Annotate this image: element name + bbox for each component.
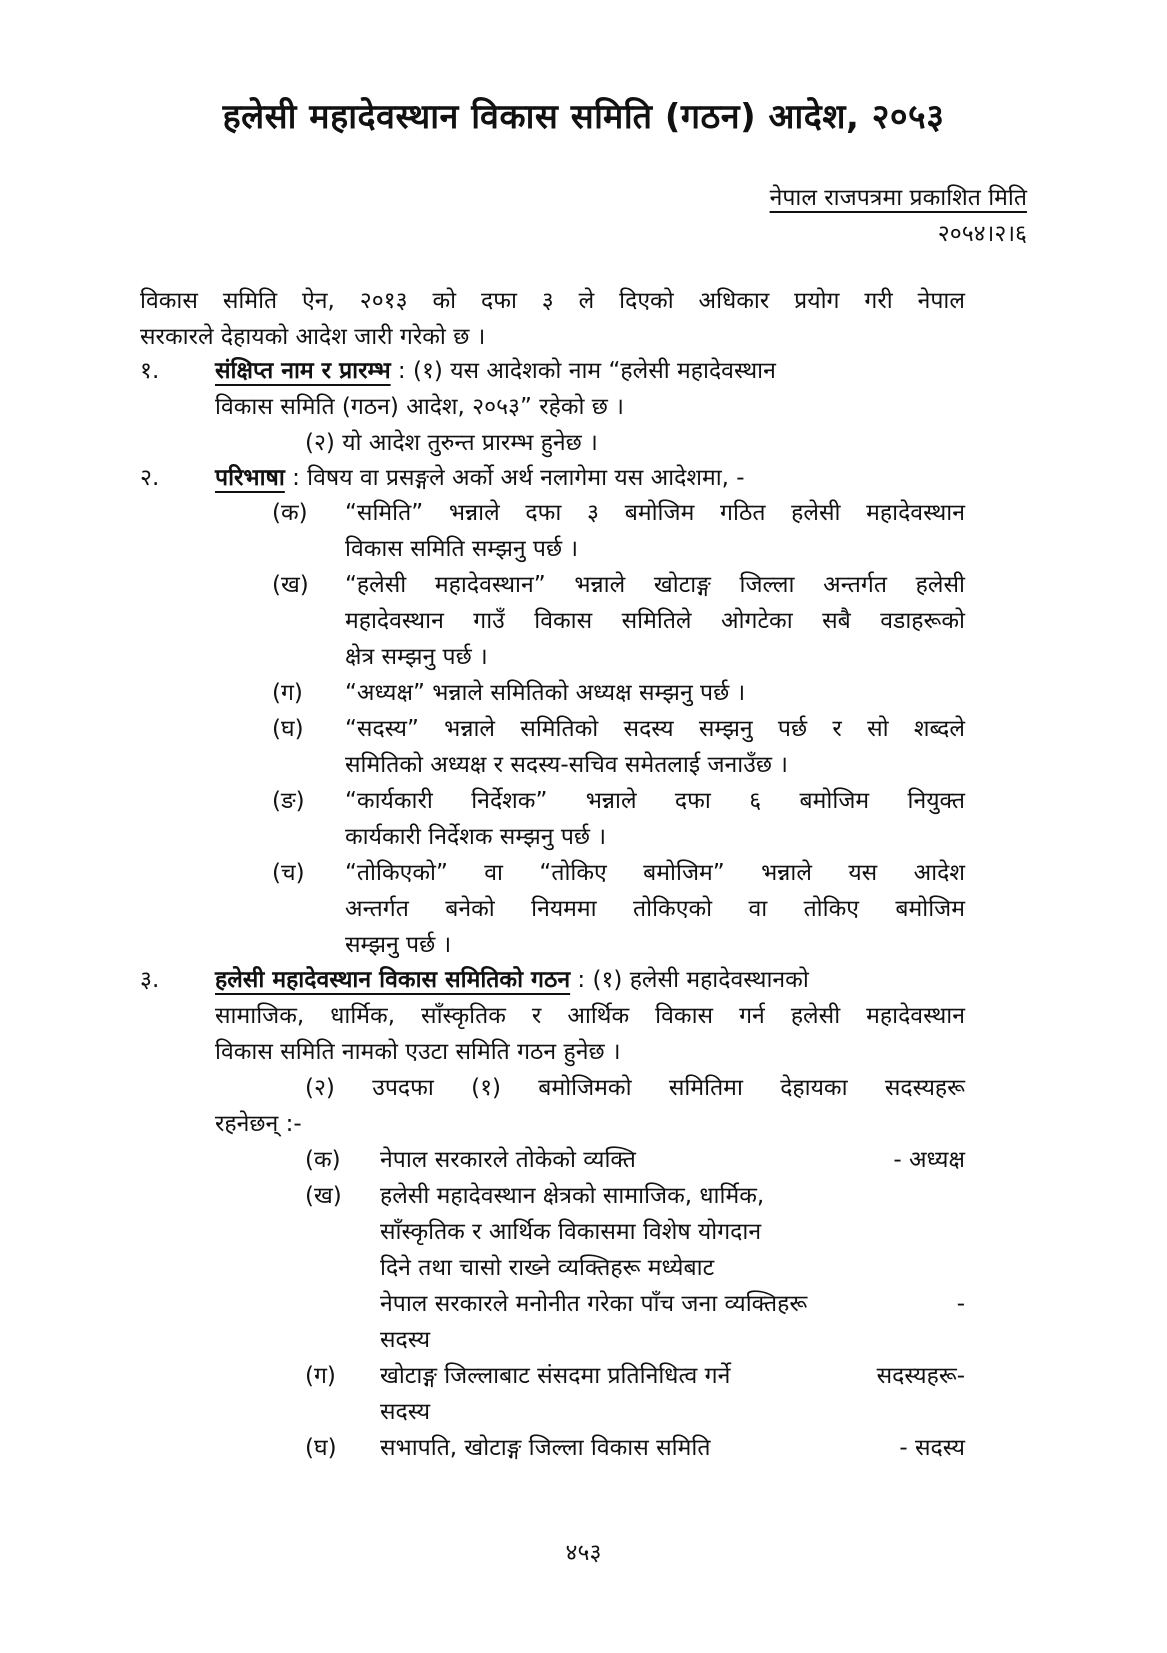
- clause-text: विकास समिति सम्झनु पर्छ ।: [345, 536, 579, 562]
- member-label: (क): [305, 1147, 341, 1173]
- clause-text: क्षेत्र सम्झनु पर्छ ।: [345, 644, 488, 670]
- member-label: (ग): [305, 1363, 336, 1389]
- clause-label: (घ): [272, 716, 304, 742]
- clause-text: “तोकिएको” वा “तोकिए बमोजिम” भन्नाले यस आदेश: [345, 860, 965, 886]
- clause-text: महादेवस्थान गाउँ विकास समितिले ओगटेका सबै वडाहरूको: [345, 608, 965, 634]
- section-text: सामाजिक, धार्मिक, साँस्कृतिक र आर्थिक विकास गर्न हलेसी महादेवस्थान: [215, 1003, 965, 1029]
- clause-label: (च): [272, 860, 305, 886]
- clause-text: “हलेसी महादेवस्थान” भन्नाले खोटाङ्ग जिल्ला अन्तर्गत हलेसी: [345, 572, 965, 598]
- preamble-line: विकास समिति ऐन, २०१३ को दफा ३ ले दिएको अधिकार प्रयोग गरी नेपाल: [140, 288, 965, 314]
- member-label: (ख): [305, 1183, 342, 1209]
- section-text: : विषय वा प्रसङ्गले अर्को अर्थ नलागेमा यस आदेशमा, -: [284, 465, 745, 491]
- clause-label: (ङ): [272, 788, 305, 814]
- section-2-line: [215, 460, 745, 496]
- section-number: १.: [140, 358, 160, 384]
- section-heading: हलेसी महादेवस्थान विकास समितिको गठन: [215, 967, 571, 993]
- member-text: साँस्कृतिक र आर्थिक विकासमा विशेष योगदान: [380, 1219, 762, 1245]
- member-text: खोटाङ्ग जिल्लाबाट संसदमा प्रतिनिधित्व गर्ने: [380, 1363, 731, 1389]
- preamble-line: सरकारले देहायको आदेश जारी गरेको छ ।: [140, 324, 486, 350]
- section-number: ३.: [140, 967, 160, 993]
- member-text: दिने तथा चासो राख्ने व्यक्तिहरू मध्येबाट: [380, 1255, 715, 1281]
- section-heading: परिभाषा: [215, 465, 285, 491]
- clause-text: अन्तर्गत बनेको नियममा तोकिएको वा तोकिए बमोजिम: [345, 896, 965, 922]
- member-role: सदस्यहरू-: [876, 1363, 965, 1389]
- section-text: विकास समिति नामको एउटा समिति गठन हुनेछ ।: [215, 1039, 621, 1065]
- section-3-line: [215, 962, 965, 998]
- member-role: -: [956, 1291, 965, 1317]
- member-text: नेपाल सरकारले तोकेको व्यक्ति: [380, 1147, 636, 1173]
- section-heading: संक्षिप्त नाम र प्रारम्भ: [215, 358, 391, 384]
- clause-text: सम्झनु पर्छ ।: [345, 932, 452, 958]
- member-role: - अध्यक्ष: [893, 1147, 965, 1173]
- page-number: ४५३: [565, 1540, 602, 1566]
- section-text: विकास समिति (गठन) आदेश, २०५३” रहेको छ ।: [215, 394, 624, 420]
- publication-info: [770, 180, 1027, 252]
- clause-label: (ग): [272, 680, 303, 706]
- subsection-text: (२) उपदफा (१) बमोजिमको समितिमा देहायका सदस्यहरू: [305, 1075, 965, 1101]
- clause-text: “समिति” भन्नाले दफा ३ बमोजिम गठित हलेसी महादेवस्थान: [345, 500, 965, 526]
- section-text: : (१) यस आदेशको नाम “हलेसी महादेवस्थान: [390, 358, 776, 384]
- member-text: हलेसी महादेवस्थान क्षेत्रको सामाजिक, धार्मिक,: [380, 1183, 765, 1209]
- member-text: नेपाल सरकारले मनोनीत गरेका पाँच जना व्यक्तिहरू: [380, 1291, 808, 1317]
- member-role: - सदस्य: [899, 1435, 965, 1461]
- section-number: २.: [140, 465, 160, 491]
- clause-text: समितिको अध्यक्ष र सदस्य-सचिव समेतलाई जनाउँछ ।: [345, 752, 789, 778]
- subsection-text: (२) यो आदेश तुरुन्त प्रारम्भ हुनेछ ।: [305, 430, 598, 456]
- publication-date: २०५४।२।६: [937, 221, 1027, 247]
- section-text: : (१) हलेसी महादेवस्थानको: [570, 967, 809, 993]
- publication-label: नेपाल राजपत्रमा प्रकाशित मिति: [769, 185, 1027, 211]
- member-label: (घ): [305, 1435, 337, 1461]
- clause-text: “कार्यकारी निर्देशक” भन्नाले दफा ६ बमोजिम नियुक्त: [345, 788, 965, 814]
- clause-text: “अध्यक्ष” भन्नाले समितिको अध्यक्ष सम्झनु पर्छ ।: [345, 680, 746, 706]
- member-text: सभापति, खोटाङ्ग जिल्ला विकास समिति: [380, 1435, 711, 1461]
- clause-text: कार्यकारी निर्देशक सम्झनु पर्छ ।: [345, 824, 607, 850]
- document-title: हलेसी महादेवस्थान विकास समिति (गठन) आदेश, २०५३: [222, 97, 945, 137]
- member-text: सदस्य: [380, 1327, 431, 1353]
- clause-text: “सदस्य” भन्नाले समितिको सदस्य सम्झनु पर्छ र सो शब्दले: [345, 716, 965, 742]
- member-text: सदस्य: [380, 1399, 431, 1425]
- clause-label: (ख): [272, 572, 309, 598]
- clause-label: (क): [272, 500, 308, 526]
- section-1-line: [215, 353, 965, 389]
- subsection-text: रहनेछन् :-: [215, 1111, 302, 1137]
